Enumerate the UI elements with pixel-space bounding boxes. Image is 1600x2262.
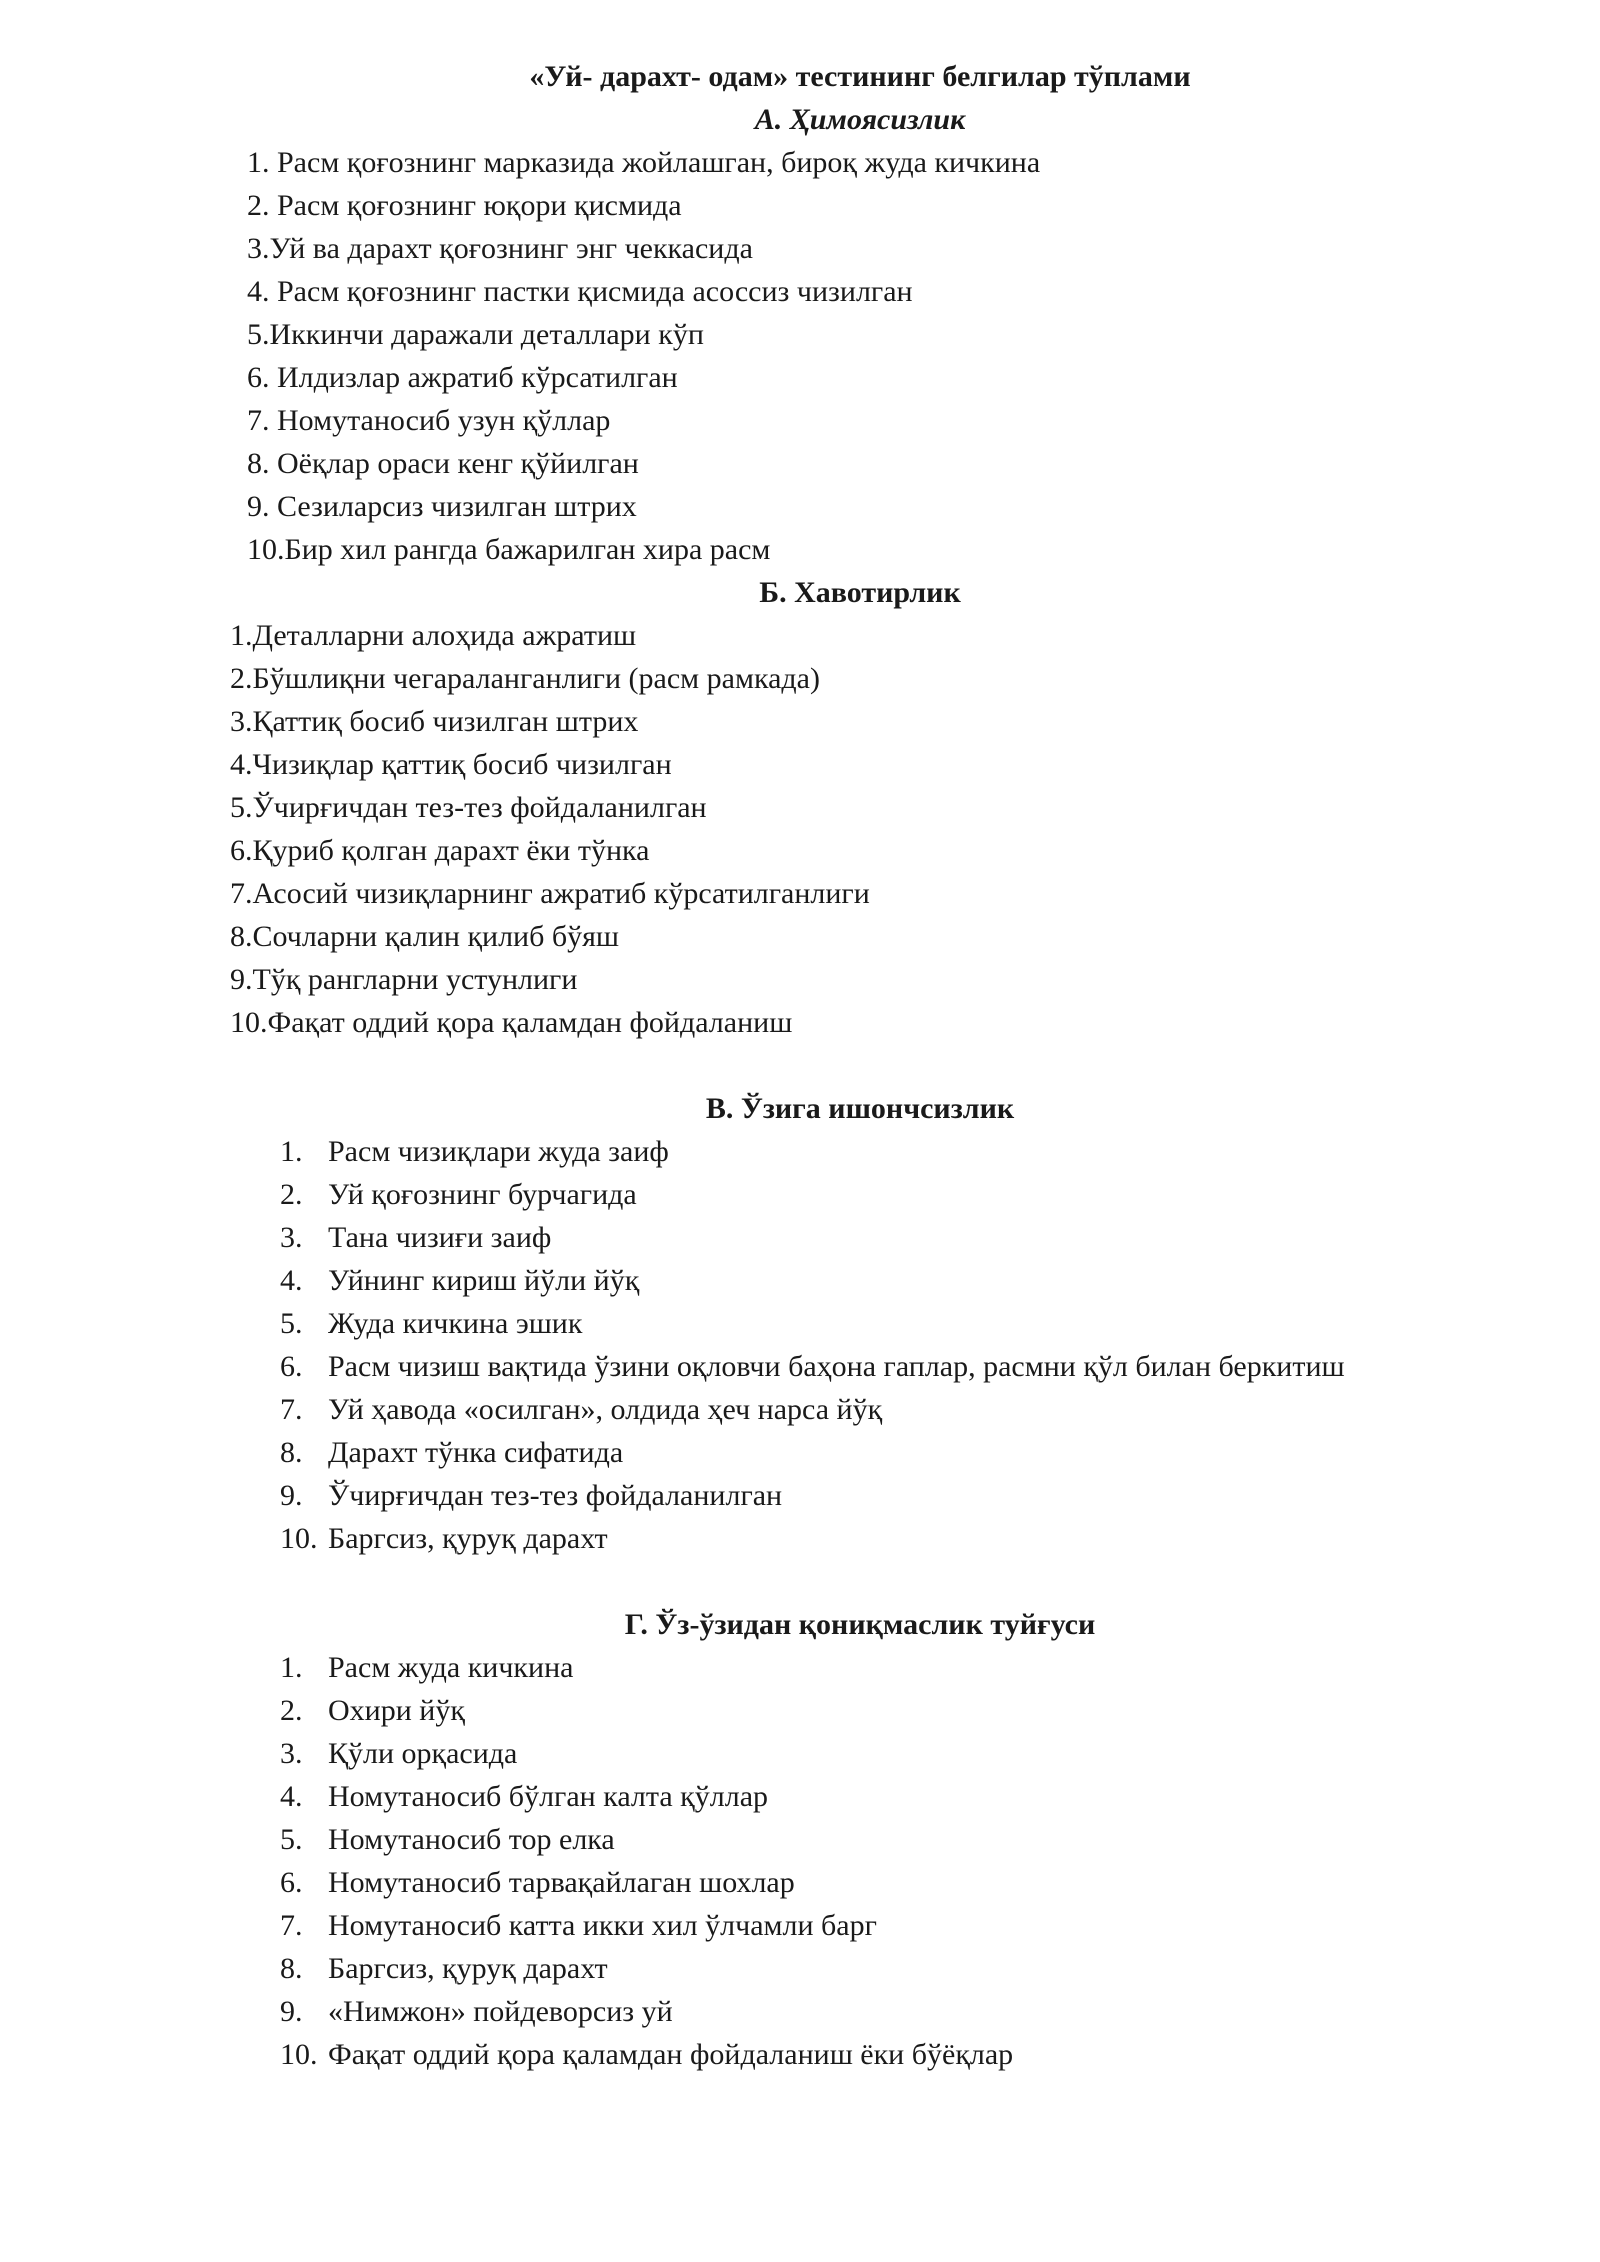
section-c-item-text: Уйнинг кириш йўли йўқ bbox=[328, 1264, 640, 1297]
section-b-item: 2.Бўшлиқни чегараланганлиги (расм рамкада) bbox=[230, 662, 820, 695]
section-d-item-number: 5. bbox=[280, 1823, 303, 1856]
section-d-item-number: 7. bbox=[280, 1909, 303, 1942]
section-c-item-text: Уй ҳавода «осилган», олдида ҳеч нарса йўқ bbox=[328, 1393, 883, 1426]
section-c-item-text: Дарахт тўнка сифатида bbox=[328, 1436, 624, 1469]
section-d-item-text: Номутаносиб тор елка bbox=[328, 1823, 615, 1856]
section-a-item: 7. Номутаносиб узун қўллар bbox=[247, 404, 611, 437]
section-d-item-number: 9. bbox=[280, 1995, 303, 2028]
section-a-item: 8. Оёқлар ораси кенг қўйилган bbox=[247, 447, 639, 480]
section-d-item-text: Номутаносиб тарвақайлаган шохлар bbox=[328, 1866, 795, 1899]
section-c-heading: В. Ўзига ишончсизлик bbox=[705, 1092, 1015, 1125]
section-d-item-number: 1. bbox=[280, 1651, 303, 1684]
section-d-item-number: 6. bbox=[280, 1866, 303, 1899]
section-a-item: 2. Расм қоғознинг юқори қисмида bbox=[247, 189, 682, 222]
section-c-item-number: 2. bbox=[280, 1178, 303, 1211]
section-c-item-text: Расм чизиқлари жуда заиф bbox=[328, 1135, 669, 1168]
section-c-item-text: Расм чизиш вақтида ўзини оқловчи баҳона гаплар, расмни қўл билан беркитиш bbox=[328, 1350, 1345, 1383]
section-d-item-number: 4. bbox=[280, 1780, 303, 1813]
section-c-item-number: 9. bbox=[280, 1479, 303, 1512]
section-d-item-text: Қўли орқасида bbox=[328, 1737, 518, 1770]
section-a-item: 1. Расм қоғознинг марказида жойлашган, бироқ жуда кичкина bbox=[247, 146, 1041, 179]
section-b-item: 4.Чизиқлар қаттиқ босиб чизилган bbox=[230, 748, 672, 781]
section-d-item-text: Фақат оддий қора қаламдан фойдаланиш ёки бўёқлар bbox=[328, 2038, 1014, 2071]
section-d-item-text: «Нимжон» пойдеворсиз уй bbox=[328, 1995, 673, 2028]
section-a-item: 6. Илдизлар ажратиб кўрсатилган bbox=[247, 361, 678, 394]
section-b-item: 8.Сочларни қалин қилиб бўяш bbox=[230, 920, 620, 953]
section-c-item-text: Уй қоғознинг бурчагида bbox=[328, 1178, 637, 1211]
section-c-item-number: 3. bbox=[280, 1221, 303, 1254]
section-b-item: 5.Ўчирғичдан тез-тез фойдаланилган bbox=[230, 791, 707, 824]
section-c-item-text: Жуда кичкина эшик bbox=[328, 1307, 583, 1340]
section-c-item-text: Ўчирғичдан тез-тез фойдаланилган bbox=[328, 1479, 783, 1512]
section-c-item-number: 7. bbox=[280, 1393, 303, 1426]
section-d-item-number: 3. bbox=[280, 1737, 303, 1770]
section-b-item: 9.Тўқ рангларни устунлиги bbox=[230, 963, 578, 996]
section-b-heading: Б. Хавотирлик bbox=[759, 576, 961, 609]
section-a-item: 5.Иккинчи даражали деталлари кўп bbox=[247, 318, 704, 351]
section-d-item-text: Охири йўқ bbox=[328, 1694, 465, 1727]
section-b-item: 1.Деталларни алоҳида ажратиш bbox=[230, 619, 637, 652]
section-c-item-number: 4. bbox=[280, 1264, 303, 1297]
section-d-item-text: Номутаносиб катта икки хил ўлчамли барг bbox=[328, 1909, 877, 1942]
section-a-heading: А. Ҳимоясизлик bbox=[754, 103, 966, 136]
section-d-heading: Г. Ўз-ўзидан қониқмаслик туйғуси bbox=[624, 1608, 1096, 1641]
section-c-item-number: 8. bbox=[280, 1436, 303, 1469]
section-c-item-number: 5. bbox=[280, 1307, 303, 1340]
section-d-item-text: Номутаносиб бўлган калта қўллар bbox=[328, 1780, 769, 1813]
section-d-item-number: 8. bbox=[280, 1952, 303, 1985]
section-a-item: 10.Бир хил рангда бажарилган хира расм bbox=[247, 533, 771, 566]
document-title: «Уй- дарахт- одам» тестининг белгилар тўплами bbox=[529, 60, 1191, 93]
section-d-item-number: 10. bbox=[280, 2038, 318, 2071]
section-d-item-text: Баргсиз, қуруқ дарахт bbox=[328, 1952, 608, 1985]
section-c-item-number: 10. bbox=[280, 1522, 318, 1555]
section-b-item: 6.Қуриб қолган дарахт ёки тўнка bbox=[230, 834, 650, 867]
section-b-item: 10.Фақат оддий қора қаламдан фойдаланиш bbox=[230, 1006, 793, 1039]
section-d-item-number: 2. bbox=[280, 1694, 303, 1727]
section-a-item: 3.Уй ва дарахт қоғознинг энг чеккасида bbox=[247, 232, 753, 265]
section-c-item-text: Баргсиз, қуруқ дарахт bbox=[328, 1522, 608, 1555]
section-c-item-number: 6. bbox=[280, 1350, 303, 1383]
section-c-item-number: 1. bbox=[280, 1135, 303, 1168]
section-d-item-text: Расм жуда кичкина bbox=[328, 1651, 574, 1684]
section-c-item-text: Тана чизиғи заиф bbox=[328, 1221, 552, 1254]
section-b-item: 3.Қаттиқ босиб чизилган штрих bbox=[230, 705, 639, 738]
section-b-item: 7.Асосий чизиқларнинг ажратиб кўрсатилганлиги bbox=[230, 877, 870, 910]
section-a-item: 4. Расм қоғознинг пастки қисмида асоссиз чизилган bbox=[247, 275, 913, 308]
section-a-item: 9. Сезиларсиз чизилган штрих bbox=[247, 490, 637, 523]
